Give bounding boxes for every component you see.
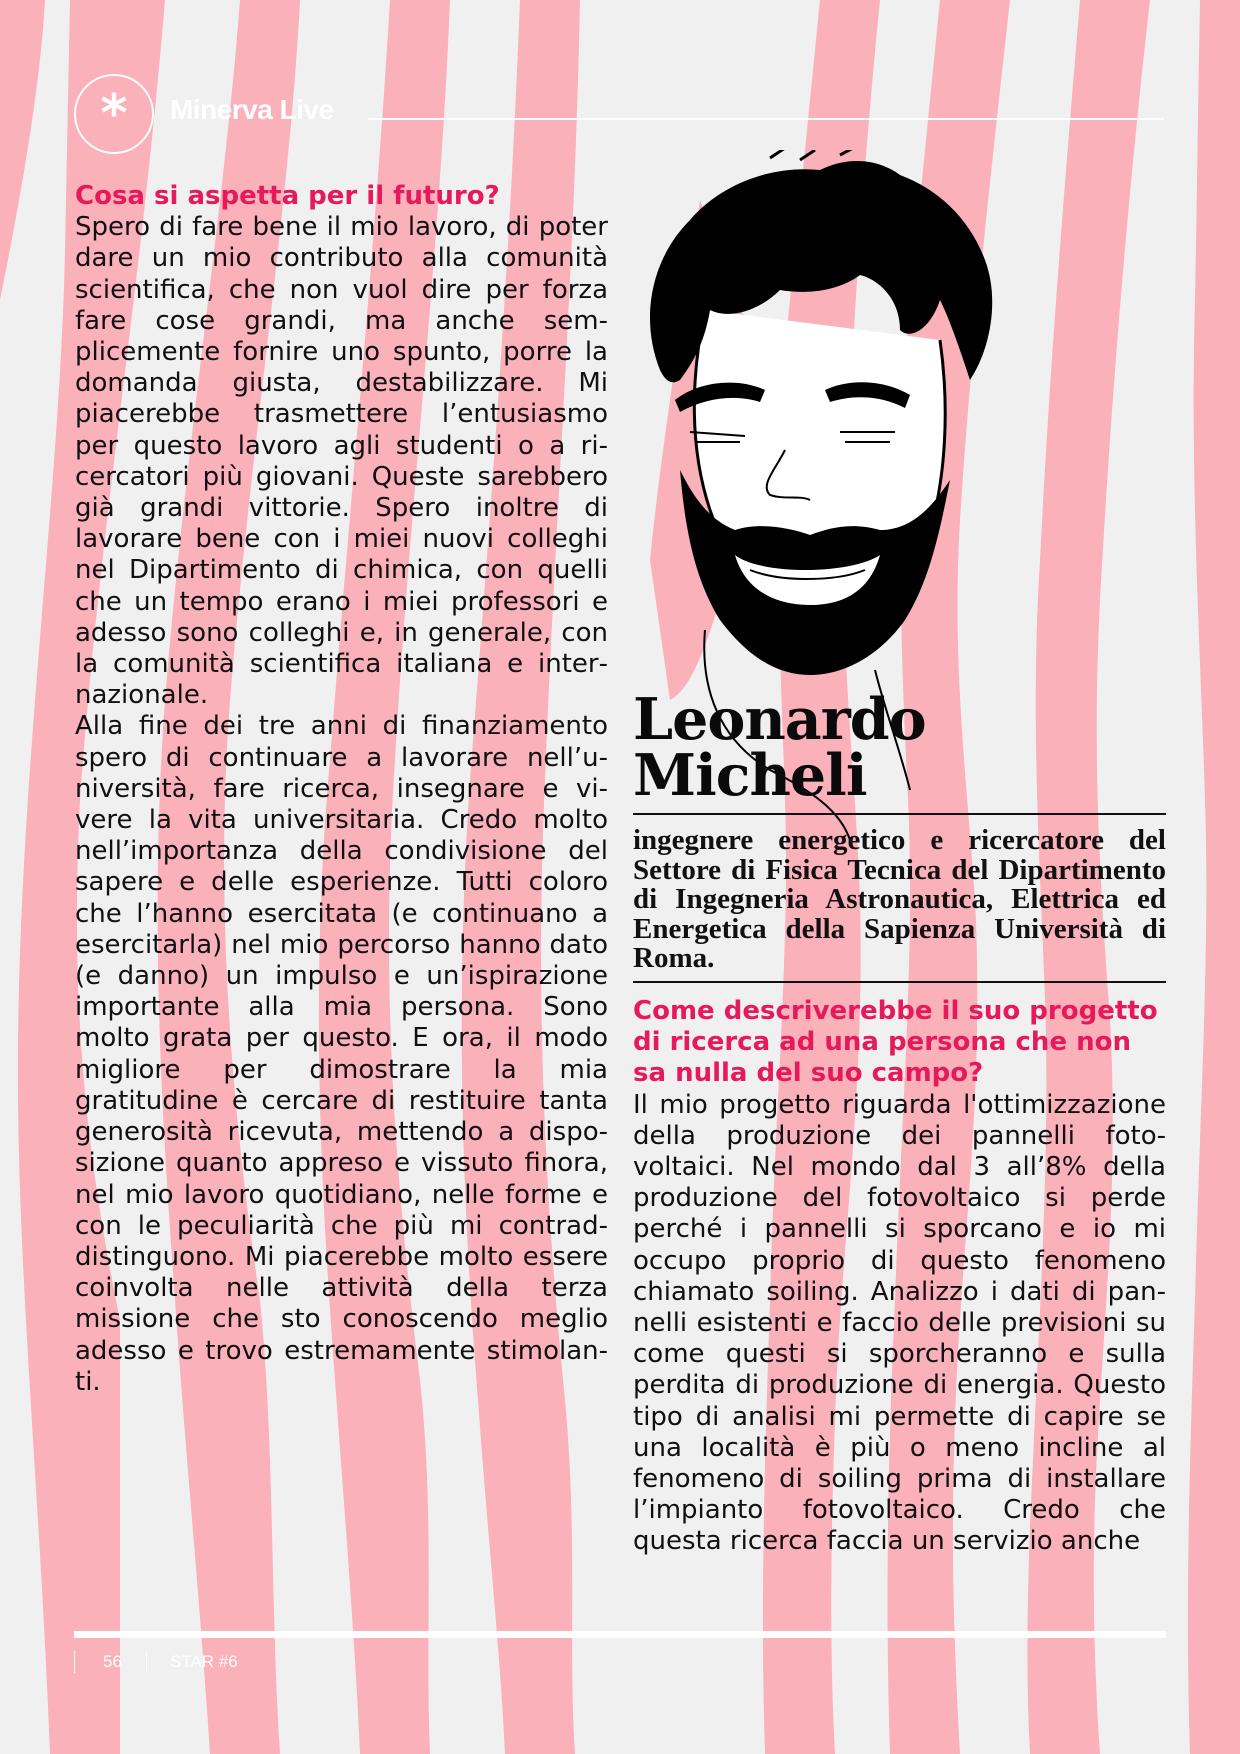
left-column — [75, 181, 608, 1398]
footer-divider — [74, 1651, 75, 1673]
answer-paragraph: Alla fine dei tre anni di finanziamento spero di continuare a lavorare nell’università, fare ricerca, insegnare e vivere la vita universitaria. Credo molto nell’importanza della condivisione del sapere e delle esperienze. Tutti coloro che l’hanno esercitata (e continuano a esercitarla) nel mio percorso hanno dato (e danno) un impulso e un’ispirazione importante alla mia persona. Sono molto grata per questo. E ora, il modo migliore per dimostrare la mia gratitudine è cercare di restituire tanta generosità ricevuta, mettendo a disposizione quanto appreso e vissuto finora, nel mio lavoro quotidiano, nelle forme e con le peculiarità che più mi contraddistinguono. Mi piacerebbe molto essere coinvolta nelle attività della terza missione che sto conoscendo meglio adesso e trovo estremamente stimolanti. — [75, 711, 608, 1397]
question-heading: Cosa si aspetta per il futuro? — [75, 181, 500, 211]
asterisk-icon: * — [100, 84, 128, 144]
profile-name — [633, 686, 1173, 809]
profile-bio: ingegnere energetico e ricercatore del Settore di Fisica Tecnica del Dipartimento di Ingegneria Astronautica, Elettrica ed Energetica della Sapienza Università di Roma. — [633, 824, 1166, 974]
first-name: Leonardo — [633, 686, 926, 753]
header-rule — [368, 118, 1164, 120]
page-number: 56 — [103, 1652, 122, 1671]
issue-label: STAR #6 — [170, 1652, 238, 1671]
answer-paragraph: Spero di fare bene il mio lavoro, di poter dare un mio contributo alla comunità scientifica, che non vuol dire per forza fare cose grandi, ma anche semplicemente fornire uno spunto, porre la domanda giusta, destabilizzare. Mi piacerebbe trasmettere l’entusiasmo per questo lavoro agli studenti o a ricercatori più giovani. Queste sarebbero già grandi vittorie. Spero inoltre di lavorare bene con i miei nuovi colleghi nel Dipartimento di chimica, con quelli che un tempo erano i miei professori e adesso sono colleghi e, in generale, con la comunità scientifica italiana e internazionale. — [75, 212, 608, 711]
question-heading: Come descriverebbe il suo progetto di ricerca ad una persona che non sa nulla del suo campo? — [633, 996, 1158, 1089]
right-column — [633, 996, 1166, 1558]
footer-divider — [146, 1651, 147, 1673]
brand-name: Minerva Live — [170, 94, 334, 125]
answer-paragraph: Il mio progetto riguarda l'ottimizzazione della produzione dei pannelli fotovoltaici. Nel mondo dal 3 all’8% della produzione del fotovoltaico si perde perché i pannelli si sporcano e io mi occupo proprio di questo fenomeno chiamato soiling. Analizzo i dati di pannelli esistenti e faccio delle previsioni su come questi si sporcheranno e sulla perdita di produzione di energia. Questo tipo di analisi mi permette di capire se una località è più o meno incline al fenomeno di soiling prima di installare l’impianto fotovoltaico. Credo che questa ricerca faccia un servizio anche — [633, 1089, 1166, 1557]
divider — [633, 981, 1166, 983]
last-name: Micheli — [633, 742, 867, 809]
footer-rule — [74, 1631, 1166, 1638]
divider — [633, 813, 1166, 815]
